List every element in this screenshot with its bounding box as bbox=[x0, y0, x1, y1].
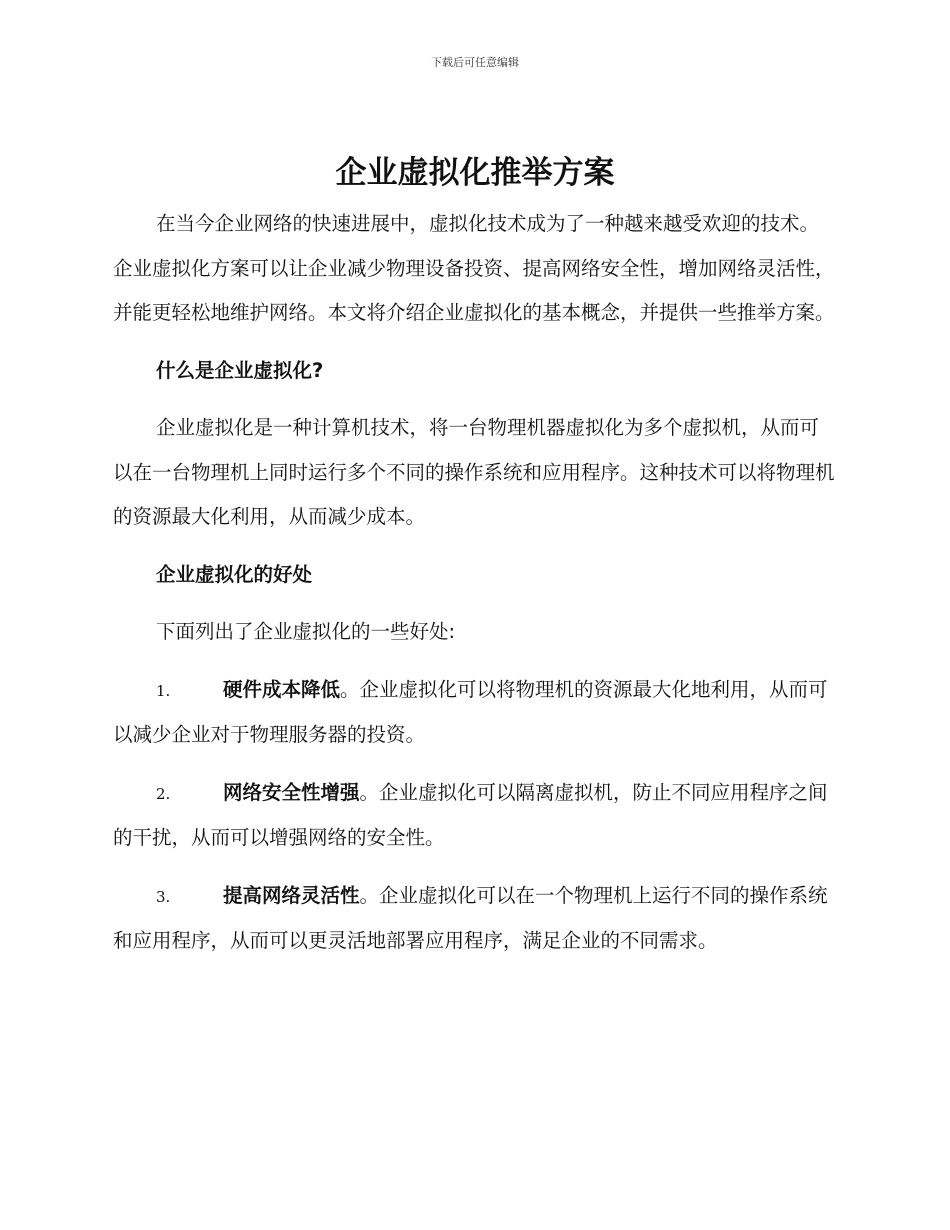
list-number: 1. bbox=[156, 681, 171, 700]
section-heading-benefits: 企业虚拟化的好处 bbox=[156, 562, 313, 586]
list-item-text: 。企业虚拟化可以隔离虚拟机，防止不同应用程序之间的干扰，从而可以增强网络的安全性。 bbox=[113, 780, 828, 849]
intro-paragraph: 在当今企业网络的快速进展中，虚拟化技术成为了一种越来越受欢迎的技术。企业虚拟化方案可以让企业减少物理设备投资、提高网络安全性，增加网络灵活性，并能更轻松地维护网络。本文将介绍企业虚拟化的基本概念，并提供一些推举方案。 bbox=[113, 212, 835, 324]
list-item bbox=[113, 874, 837, 964]
list-item-text: 。企业虚拟化可以将物理机的资源最大化地利用，从而可以减少企业对于物理服务器的投资。 bbox=[113, 677, 828, 746]
list-number: 3. bbox=[156, 887, 171, 906]
document-title: 企业虚拟化推举方案 bbox=[335, 155, 615, 191]
list-item-text: 。企业虚拟化可以在一个物理机上运行不同的操作系统和应用程序，从而可以更灵活地部署应用程序，满足企业的不同需求。 bbox=[113, 883, 828, 952]
document-body bbox=[113, 202, 837, 964]
list-number: 2. bbox=[156, 784, 171, 803]
list-item-title: 网络安全性增强 bbox=[223, 780, 360, 804]
list-item-title: 提高网络灵活性 bbox=[223, 883, 360, 907]
benefits-lead-paragraph: 下面列出了企业虚拟化的一些好处: bbox=[156, 620, 456, 643]
list-item bbox=[113, 668, 837, 758]
section-paragraph-what-is: 企业虚拟化是一种计算机技术，将一台物理机器虚拟化为多个虚拟机，从而可以在一台物理机上同时运行多个不同的操作系统和应用程序。这种技术可以将物理机的资源最大化利用，从而减少成本。 bbox=[113, 416, 835, 528]
list-item bbox=[113, 771, 837, 861]
header-note: 下载后可任意编辑 bbox=[431, 56, 519, 69]
list-item-title: 硬件成本降低 bbox=[223, 677, 341, 701]
section-heading-what-is: 什么是企业虚拟化? bbox=[156, 358, 324, 382]
